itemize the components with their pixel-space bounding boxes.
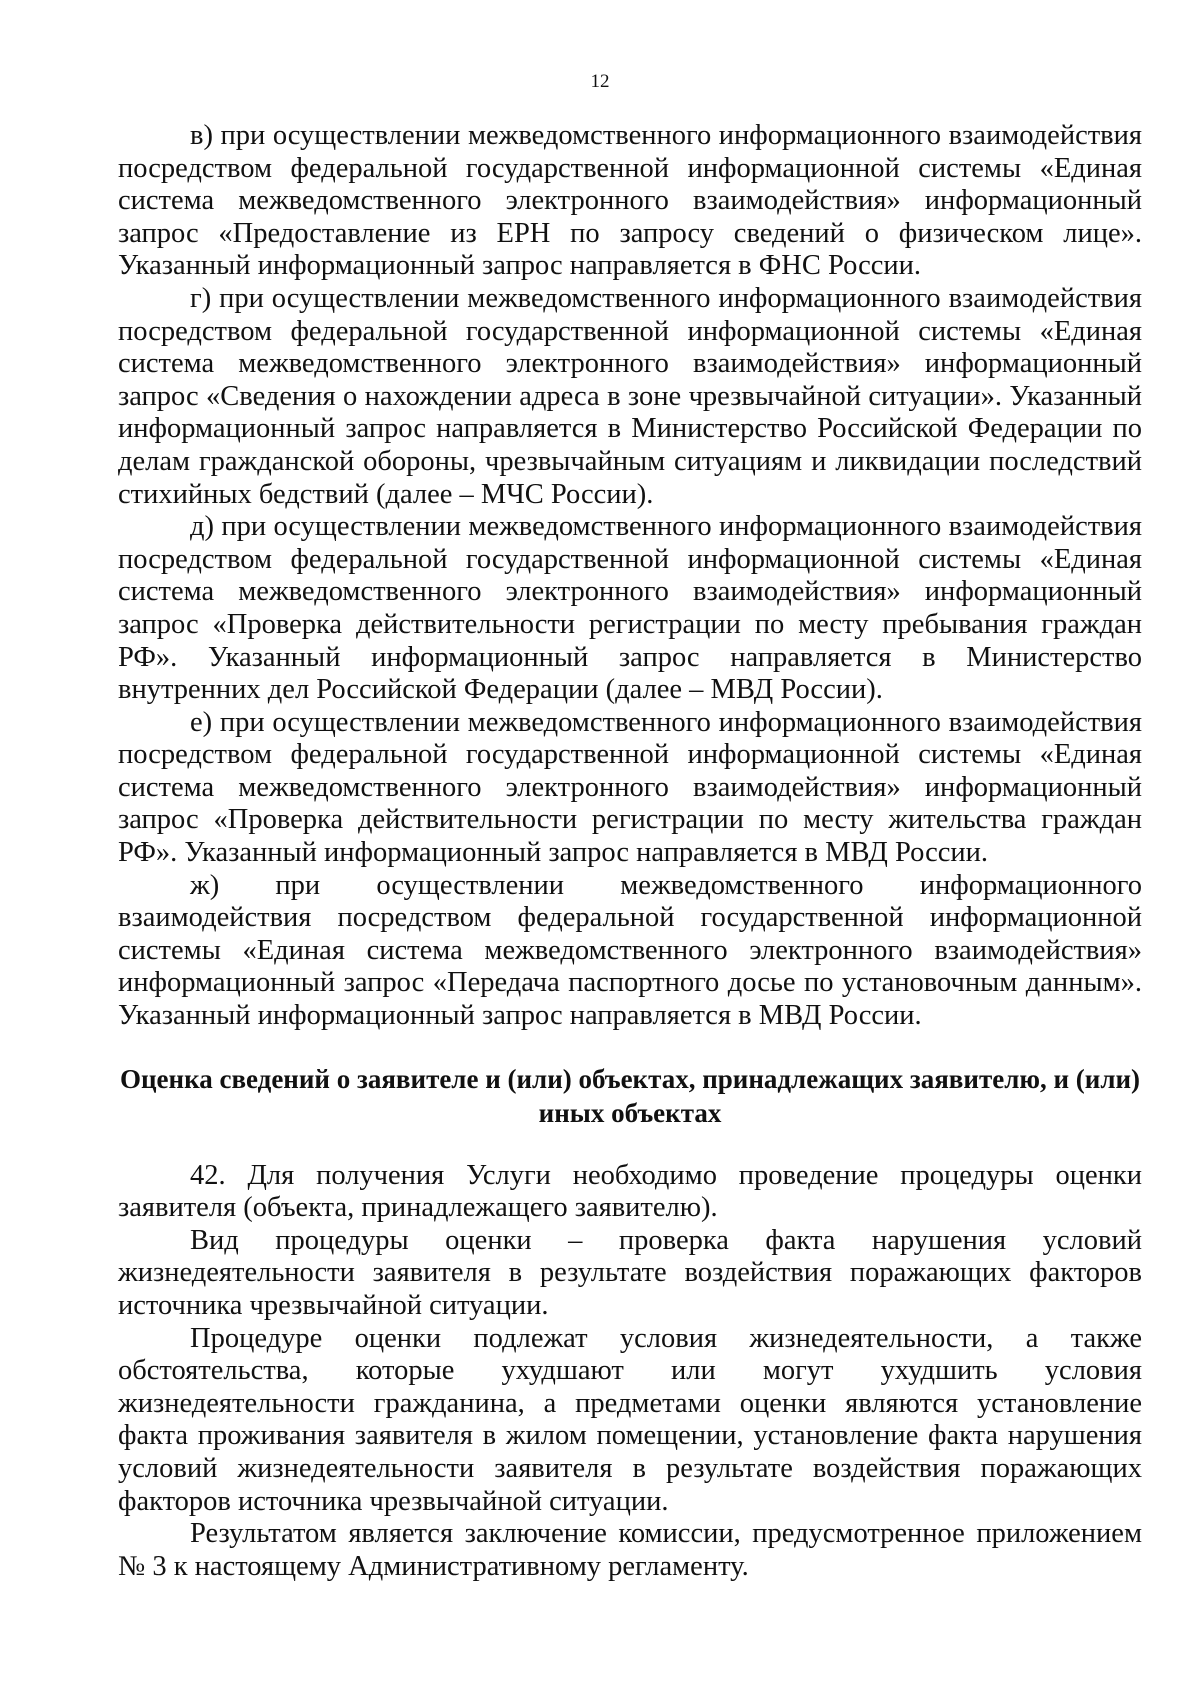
paragraph-result: Результатом является заключение комиссии, предусмотренное приложением № 3 к настоящему Административному регламенту. xyxy=(118,1518,1142,1582)
paragraph-procedure-subject: Процедуре оценки подлежат условия жизнедеятельности, а также обстоятельства, которые ухудшают или могут ухудшить условия жизнедеятельности гражданина, а предметами оценки являются установление факта проживания заявителя в жилом помещении, установление факта нарушения условий жизнедеятельности заявителя в результате воздействия поражающих факторов источника чрезвычайной ситуации. xyxy=(118,1322,1142,1517)
paragraph-zh: ж) при осуществлении межведомственного информационного взаимодействия посредством федеральной государственной информационной системы «Единая система межведомственного электронного взаимодействия» информационный запрос «Передача паспортного досье по установочным данным». Указанный информационный запрос направляется в МВД России. xyxy=(118,869,1142,1032)
paragraph-42: 42. Для получения Услуги необходимо проведение процедуры оценки заявителя (объекта, принадлежащего заявителю). xyxy=(118,1159,1142,1224)
paragraph-e: е) при осуществлении межведомственного информационного взаимодействия посредством федеральной государственной информационной системы «Единая система межведомственного электронного взаимодействия» информационный запрос «Проверка действительности регистрации по месту жительства граждан РФ». Указанный информационный запрос направляется в МВД России. xyxy=(118,706,1142,869)
document-body xyxy=(118,120,1142,1583)
paragraph-g: г) при осуществлении межведомственного информационного взаимодействия посредством федеральной государственной информационной системы «Единая система межведомственного электронного взаимодействия» информационный запрос «Сведения о нахождении адреса в зоне чрезвычайной ситуации». Указанный информационный запрос направляется в Министерство Российской Федерации по делам гражданской обороны, чрезвычайным ситуациям и ликвидации последствий стихийных бедствий (далее – МЧС России). xyxy=(118,282,1142,510)
page-number: 12 xyxy=(590,71,610,92)
section-heading: Оценка сведений о заявителе и (или) объектах, принадлежащих заявителю, и (или) иных объектах xyxy=(119,1063,1141,1128)
paragraph-d: д) при осуществлении межведомственного информационного взаимодействия посредством федеральной государственной информационной системы «Единая система межведомственного электронного взаимодействия» информационный запрос «Проверка действительности регистрации по месту пребывания граждан РФ». Указанный информационный запрос направляется в Министерство внутренних дел Российской Федерации (далее – МВД России). xyxy=(118,511,1142,706)
paragraph-procedure-type: Вид процедуры оценки – проверка факта нарушения условий жизнедеятельности заявителя в результате воздействия поражающих факторов источника чрезвычайной ситуации. xyxy=(118,1224,1142,1321)
paragraph-v: в) при осуществлении межведомственного информационного взаимодействия посредством федеральной государственной информационной системы «Единая система межведомственного электронного взаимодействия» информационный запрос «Предоставление из ЕРН по запросу сведений о физическом лице». Указанный информационный запрос направляется в ФНС России. xyxy=(118,120,1142,282)
